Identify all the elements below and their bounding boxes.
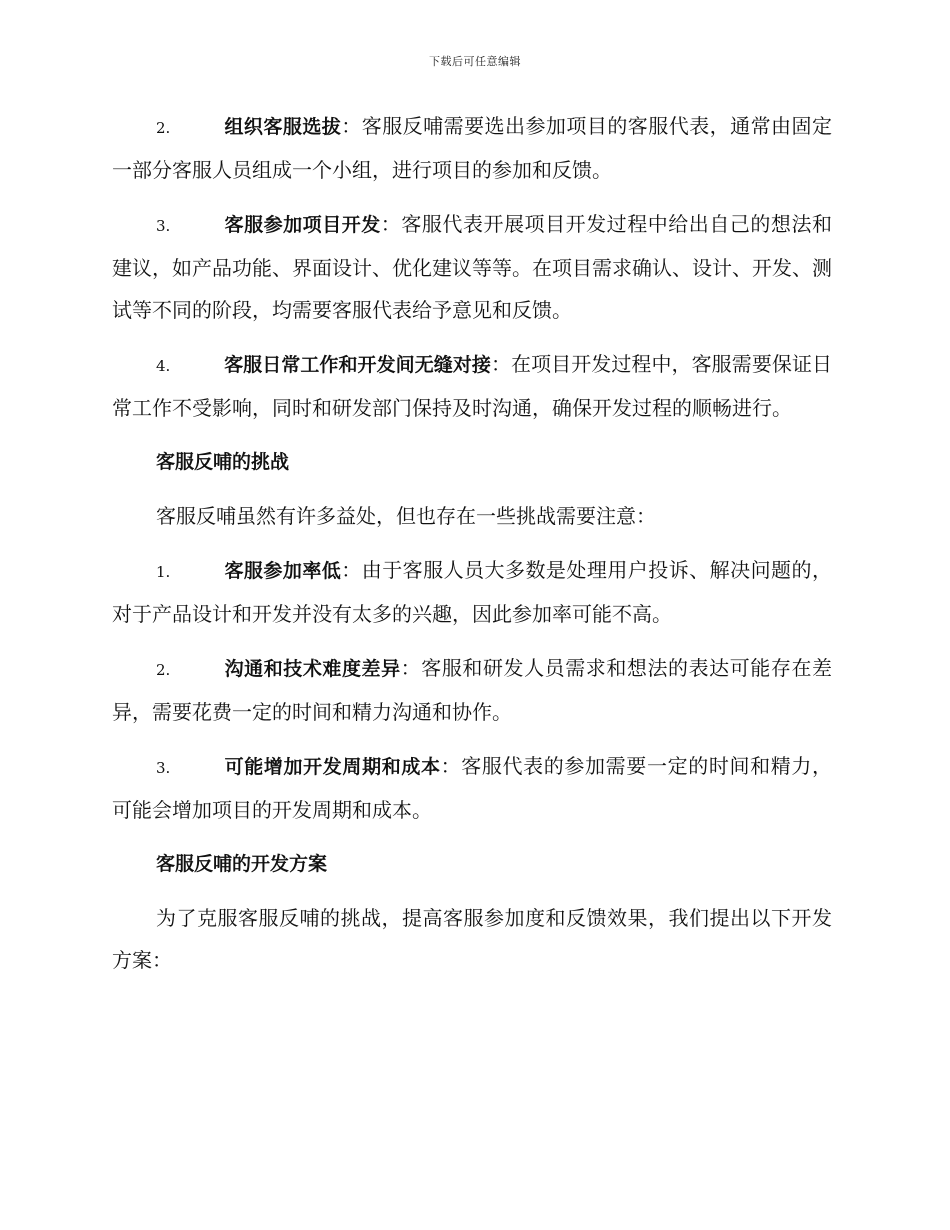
item-separator: ：: [400, 656, 422, 680]
item-separator: ：: [380, 212, 402, 236]
item-text: 客服和研发人员需求和想法的表达可能存在差异，需要花费一定的时间和精力沟通和协作。: [112, 656, 833, 724]
list-item: [112, 203, 832, 331]
item-number: 4.: [156, 357, 171, 375]
item-number: 2.: [156, 119, 171, 137]
item-lead: 客服日常工作和开发间无缝对接: [224, 354, 491, 376]
item-lead: 客服参加项目开发: [224, 214, 381, 236]
list-item: [112, 105, 832, 191]
item-lead: 组织客服选拔: [224, 116, 342, 138]
page-header: 下载后可任意编辑: [429, 55, 521, 68]
item-separator: ：: [341, 558, 362, 582]
item-text: 客服反哺需要选出参加项目的客服代表，通常由固定一部分客服人员组成一个小组，进行项目的参加和反馈。: [112, 114, 832, 182]
section-intro-plan: 为了克服客服反哺的挑战，提高客服参加度和反馈效果，我们提出以下开发方案：: [112, 906, 832, 972]
section-intro-challenges: 客服反哺虽然有许多益处，但也存在一些挑战需要注意：: [156, 504, 656, 528]
item-separator: ：: [490, 352, 512, 376]
section-heading-challenges: 客服反哺的挑战: [156, 451, 290, 473]
item-number: 1.: [156, 563, 171, 581]
section-heading-plan: 客服反哺的开发方案: [156, 853, 328, 875]
item-lead: 客服参加率低: [224, 560, 342, 582]
list-item: [112, 647, 832, 733]
item-text: 客服代表开展项目开发过程中给出自己的想法和建议，如产品功能、界面设计、优化建议等等。在项目需求确认、设计、开发、测试等不同的阶段，均需要客服代表给予意见和反馈。: [112, 212, 832, 322]
item-text: 由于客服人员大多数是处理用户投诉、解决问题的，对于产品设计和开发并没有太多的兴趣，因此参加率可能不高。: [112, 558, 832, 626]
item-separator: ：: [440, 754, 462, 778]
list-item: [112, 549, 832, 635]
item-number: 3.: [156, 759, 171, 777]
item-number: 3.: [156, 217, 171, 235]
item-text: 客服代表的参加需要一定的时间和精力，可能会增加项目的开发周期和成本。: [112, 754, 833, 822]
document-body: [112, 105, 832, 993]
list-item: [112, 745, 832, 831]
item-number: 2.: [156, 661, 171, 679]
list-item: [112, 343, 832, 429]
item-separator: ：: [341, 114, 362, 138]
item-lead: 可能增加开发周期和成本: [224, 756, 441, 778]
item-text: 在项目开发过程中，客服需要保证日常工作不受影响，同时和研发部门保持及时沟通，确保开发过程的顺畅进行。: [112, 352, 833, 420]
item-lead: 沟通和技术难度差异: [224, 658, 401, 680]
